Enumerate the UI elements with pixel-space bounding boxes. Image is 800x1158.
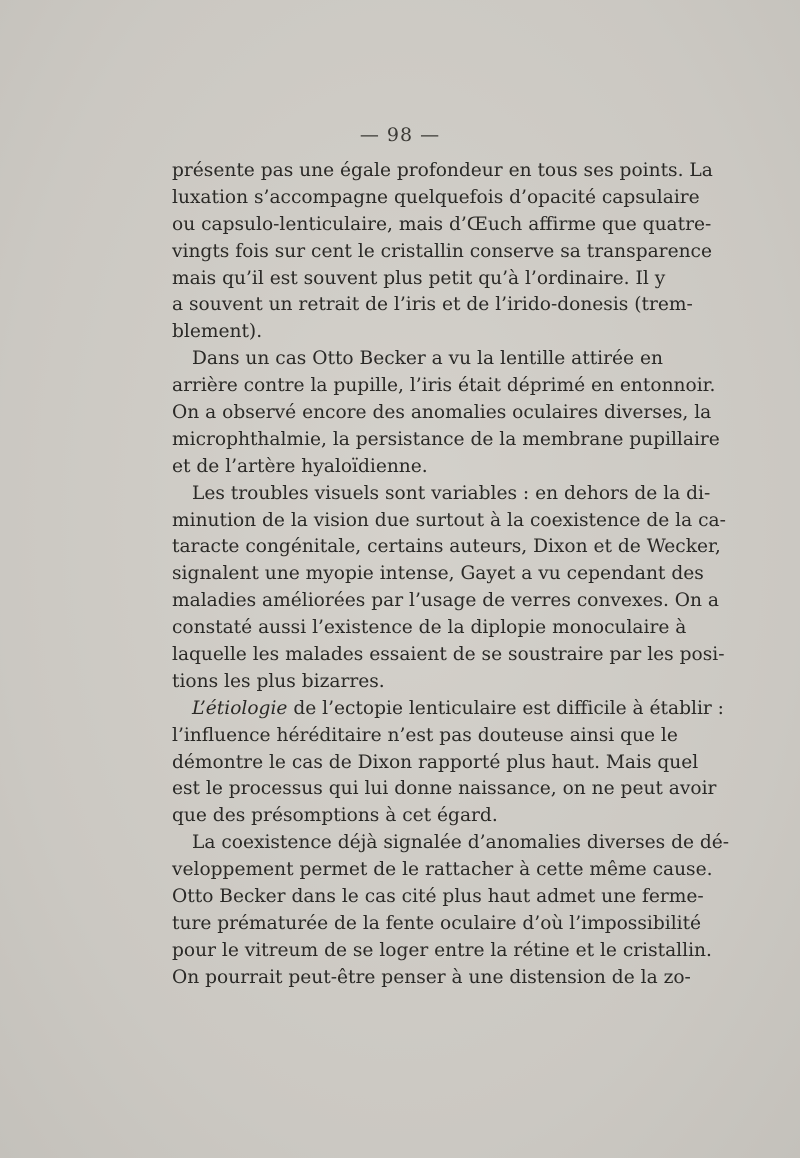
page-number: — 98 — (359, 124, 441, 146)
text-line: Les troubles visuels sont variables : en dehors de la di- (192, 482, 711, 504)
text-line: l’influence héréditaire n’est pas douteuse ainsi que le (172, 724, 678, 746)
text-line: mais qu’il est souvent plus petit qu’à l’ordinaire. Il y (172, 267, 666, 289)
text-line: minution de la vision due surtout à la coexistence de la ca- (172, 509, 726, 531)
text-line: présente pas une égale profondeur en tous ses points. La (172, 160, 713, 181)
text-line: On a observé encore des anomalies oculaires diverses, la (172, 402, 712, 424)
text-line: démontre le cas de Dixon rapporté plus haut. Mais quel (172, 751, 699, 773)
body-text (172, 158, 730, 992)
text-line: laquelle les malades essaient de se soustraire par les posi- (172, 644, 725, 666)
text-line: maladies améliorées par l’usage de verres convexes. On a (172, 590, 719, 612)
text-line: pour le vitreum de se loger entre la rétine et le cristallin. (172, 939, 712, 961)
text-line (172, 696, 724, 723)
text-line: luxation s’accompagne quelquefois d’opacité capsulaire (172, 186, 700, 208)
text-line: On pourrait peut-être penser à une distension de la zo- (172, 966, 691, 988)
text-line: a souvent un retrait de l’iris et de l’irido-donesis (trem- (172, 294, 693, 316)
italic-term: L’étiologie (192, 697, 288, 719)
text-line: signalent une myopie intense, Gayet a vu cependant des (172, 563, 704, 585)
text-line: taracte congénitale, certains auteurs, Dixon et de Wecker, (172, 536, 721, 558)
text-line: La coexistence déjà signalée d’anomalies diverses de dé- (192, 832, 730, 854)
text-line: ture prématurée de la fente oculaire d’où l’impossibilité (172, 912, 702, 934)
text-line: arrière contre la pupille, l’iris était déprimé en entonnoir. (172, 375, 716, 397)
text-line: tions les plus bizarres. (172, 670, 385, 692)
text-line: ou capsulo-lenticulaire, mais d’Œuch affirme que quatre- (172, 213, 712, 235)
text-line: est le processus qui lui donne naissance, on ne peut avoir (172, 778, 717, 800)
line-text: de l’ectopie lenticulaire est difficile à établir : (293, 697, 724, 719)
text-line: blement). (172, 321, 263, 343)
text-line: microphthalmie, la persistance de la membrane pupillaire (172, 428, 720, 450)
text-line: veloppement permet de le rattacher à cette même cause. (172, 859, 713, 881)
text-line: Dans un cas Otto Becker a vu la lentille attirée en (192, 348, 663, 370)
text-line: que des présomptions à cet égard. (172, 805, 498, 827)
text-line: constaté aussi l’existence de la diplopie monoculaire à (172, 617, 687, 639)
text-line: Otto Becker dans le cas cité plus haut admet une ferme- (172, 886, 704, 908)
text-line: et de l’artère hyaloïdienne. (172, 455, 428, 477)
text-line: vingts fois sur cent le cristallin conserve sa transparence (172, 240, 712, 262)
